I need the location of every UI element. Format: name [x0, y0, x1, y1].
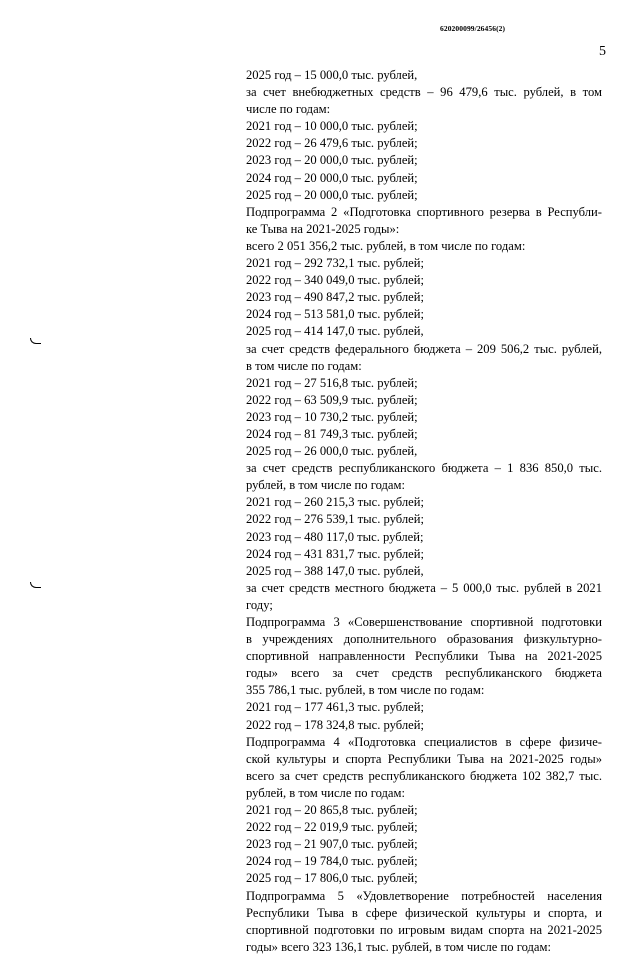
text-line: 2022 год – 340 049,0 тыс. рублей;: [246, 273, 424, 288]
text-line: 2025 год – 26 000,0 тыс. рублей,: [246, 444, 418, 459]
text-line: 2022 год – 178 324,8 тыс. рублей;: [246, 717, 424, 732]
document-body: [246, 67, 602, 956]
text-line: 2023 год – 490 847,2 тыс. рублей;: [246, 290, 424, 305]
text-line: Подпрограмма 5 «Удовлетворение потребностей населения: [246, 888, 602, 903]
text-line: 2024 год – 431 831,7 тыс. рублей;: [246, 546, 424, 561]
text-line: спортивной направленности Республики Тыва на 2021-2025: [246, 649, 602, 664]
text-line: ской культуры и спорта Республики Тыва на 2021-2025 годы»: [246, 751, 602, 766]
text-line: за счет средств республиканского бюджета – 1 836 850,0 тыс.: [246, 461, 602, 476]
text-line: 2025 год – 17 806,0 тыс. рублей;: [246, 871, 418, 886]
text-line: 2022 год – 63 509,9 тыс. рублей;: [246, 392, 418, 407]
text-line: 2022 год – 22 019,9 тыс. рублей;: [246, 820, 418, 835]
text-line: 2021 год – 292 732,1 тыс. рублей;: [246, 256, 424, 271]
text-line: 2023 год – 20 000,0 тыс. рублей;: [246, 153, 418, 168]
text-line: 2022 год – 26 479,6 тыс. рублей;: [246, 136, 418, 151]
text-line: 2021 год – 20 865,8 тыс. рублей;: [246, 803, 418, 818]
text-line: 2024 год – 81 749,3 тыс. рублей;: [246, 426, 418, 441]
text-line: за счет средств местного бюджета – 5 000,0 тыс. рублей в 2021: [246, 580, 602, 595]
document-id: 620200099/26456(2): [440, 24, 506, 33]
text-line: 2023 год – 21 907,0 тыс. рублей;: [246, 837, 418, 852]
text-line: ке Тыва на 2021-2025 годы»:: [246, 221, 400, 236]
margin-mark: [30, 582, 41, 588]
text-line: Подпрограмма 2 «Подготовка спортивного резерва в Республи-: [246, 204, 602, 219]
text-line: 2022 год – 276 539,1 тыс. рублей;: [246, 512, 424, 527]
text-line: Подпрограмма 4 «Подготовка специалистов в сфере физиче-: [246, 734, 602, 749]
text-line: за счет внебюджетных средств – 96 479,6 тыс. рублей, в том: [246, 85, 602, 100]
margin-mark: [30, 338, 41, 344]
text-line: 2021 год – 27 516,8 тыс. рублей;: [246, 375, 418, 390]
text-line: 2025 год – 15 000,0 тыс. рублей,: [246, 68, 418, 82]
text-line: рублей, в том числе по годам:: [246, 785, 405, 800]
text-line: Подпрограмма 3 «Совершенствование спортивной подготовки: [246, 615, 602, 629]
text-line: рублей, в том числе по годам:: [246, 478, 405, 493]
text-line: 2021 год – 10 000,0 тыс. рублей;: [246, 119, 418, 134]
page-number: 5: [599, 44, 606, 59]
text-line: 2025 год – 20 000,0 тыс. рублей;: [246, 187, 418, 202]
text-line: 2024 год – 20 000,0 тыс. рублей;: [246, 170, 418, 185]
text-line: Республики Тыва в сфере физической культуры и спорта, и: [246, 905, 602, 920]
text-line: 2025 год – 414 147,0 тыс. рублей,: [246, 324, 424, 339]
text-line: числе по годам:: [246, 102, 331, 117]
text-line: 2025 год – 388 147,0 тыс. рублей,: [246, 563, 424, 578]
text-line: спортивной подготовки по игровым видам спорта на 2021-2025: [246, 922, 602, 937]
text-line: всего 2 051 356,2 тыс. рублей, в том числе по годам:: [246, 238, 526, 253]
text-line: 2023 год – 10 730,2 тыс. рублей;: [246, 409, 418, 424]
text-line: за счет средств федерального бюджета – 209 506,2 тыс. рублей,: [246, 341, 602, 356]
text-line: 2024 год – 513 581,0 тыс. рублей;: [246, 307, 424, 322]
text-line: всего за счет средств республиканского бюджета 102 382,7 тыс.: [246, 768, 602, 783]
text-line: в том числе по годам:: [246, 358, 362, 373]
text-line: в учреждениях дополнительного образования физкультурно-: [246, 632, 602, 647]
text-line: годы» всего за счет средств республиканского бюджета: [246, 666, 602, 681]
text-line: годы» всего 323 136,1 тыс. рублей, в том числе по годам:: [246, 939, 551, 954]
text-line: 2023 год – 480 117,0 тыс. рублей;: [246, 529, 424, 544]
text-line: году;: [246, 597, 273, 612]
text-line: 355 786,1 тыс. рублей, в том числе по годам:: [246, 683, 485, 698]
text-line: 2021 год – 177 461,3 тыс. рублей;: [246, 700, 424, 715]
text-line: 2021 год – 260 215,3 тыс. рублей;: [246, 495, 424, 510]
text-line: 2024 год – 19 784,0 тыс. рублей;: [246, 854, 418, 869]
